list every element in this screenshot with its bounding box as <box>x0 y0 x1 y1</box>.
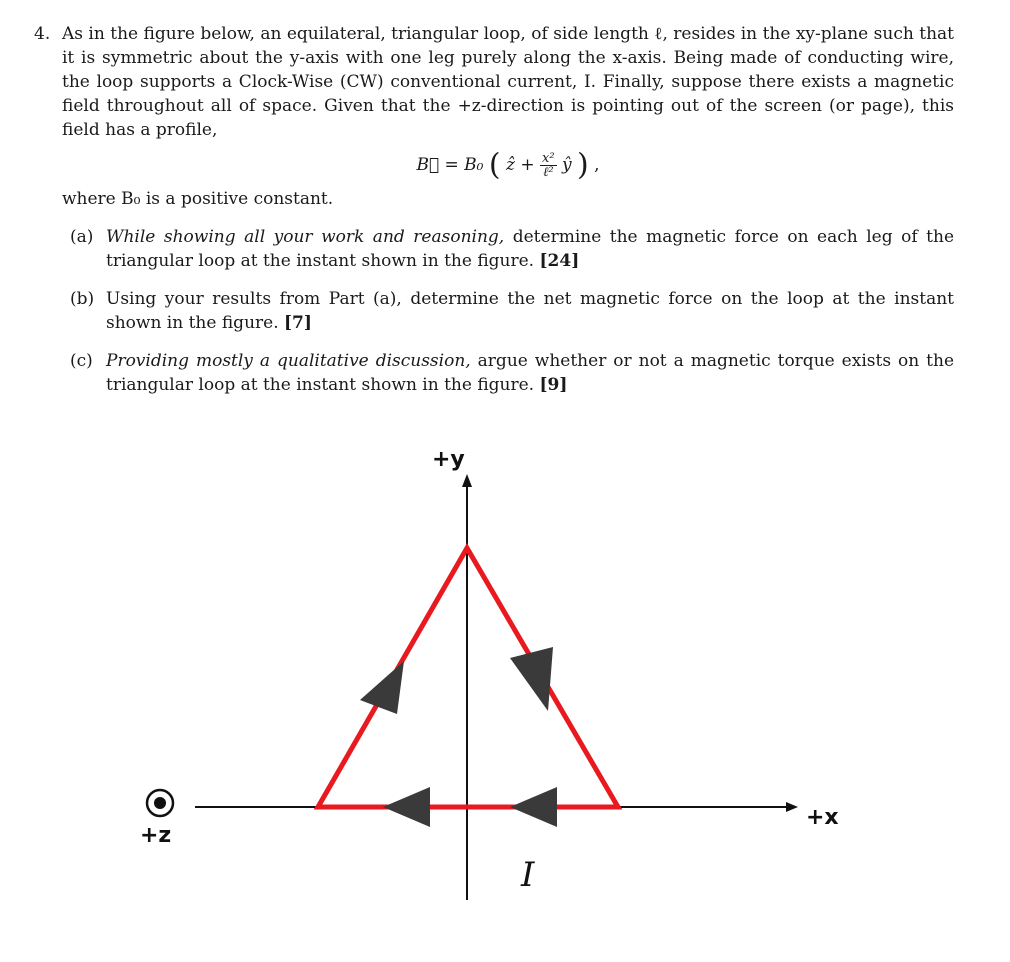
part-text: Using your results from Part (a), determine the net magnetic force on the loop at the instant shown in the figure. <box>106 289 954 333</box>
problem-intro: As in the figure below, an equilateral, triangular loop, of side length ℓ, resides in the xy-plane such that it is symmetric about the y-axis with one leg purely along the x-axis. Being made of conducting wire, the loop supports a Clock-Wise (CW) conventional current, I. Finally, suppose there exists a magnetic field throughout all of space. Given that the +z-direction is pointing out of the screen (or page), this field has a profile, <box>62 24 954 140</box>
left-paren: ( <box>488 147 501 183</box>
problem-number: 4. <box>34 24 51 44</box>
current-arrow-left-leg <box>360 661 404 714</box>
current-label: I <box>521 855 535 895</box>
equation-z-term: ẑ + <box>506 155 535 175</box>
part-italic-lead: While showing all your work and reasoning, <box>106 227 505 247</box>
z-axis-label: +z <box>140 823 172 848</box>
part-points: [24] <box>539 251 580 271</box>
out-of-page-dot-icon <box>154 797 166 809</box>
current-arrow-bottom-right <box>510 787 557 827</box>
equation-lhs: B⃗ = B₀ <box>416 155 484 175</box>
current-arrow-right-leg <box>510 647 553 711</box>
part-text: determine the magnetic force on each leg of the triangular loop at the instant shown in the figure. <box>106 227 955 271</box>
x-axis-arrowhead <box>786 802 798 812</box>
y-axis-label: +y <box>432 447 465 472</box>
part-label: (a) <box>70 227 94 247</box>
current-arrow-bottom-left <box>383 787 430 827</box>
right-paren: ) <box>577 147 589 183</box>
part-italic-lead: Providing mostly a qualitative discussion, <box>106 351 471 371</box>
part-label: (b) <box>70 289 95 309</box>
fraction-denominator: ℓ² <box>543 165 554 180</box>
part-label: (c) <box>70 351 93 371</box>
x-axis-label: +x <box>806 805 839 830</box>
part-points: [7] <box>284 313 312 333</box>
y-axis-arrowhead <box>462 474 472 487</box>
equation-trailing: , <box>594 155 600 175</box>
equation-y-term: ŷ <box>562 155 572 175</box>
where-clause: where B₀ is a positive constant. <box>62 189 334 209</box>
part-points: [9] <box>539 375 568 395</box>
fraction-numerator: x² <box>542 151 555 166</box>
part-text: argue whether or not a magnetic torque exists on the triangular loop at the instant shown in the figure. <box>106 351 955 395</box>
